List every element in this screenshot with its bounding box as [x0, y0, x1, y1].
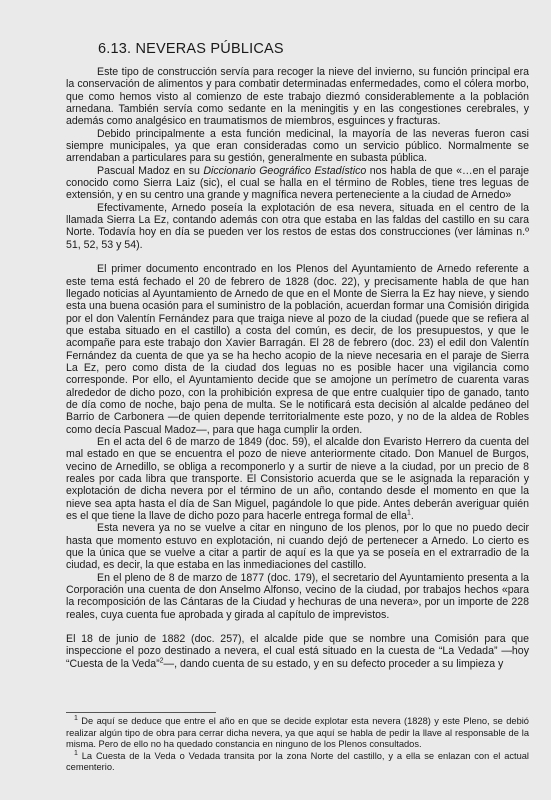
paragraph: Efectivamente, Arnedo poseía la explotación de esa nevera, situada en el centro de la llamada Sierra La Ez, contando además con otra que estaba en las faldas del castillo en su cara Norte. Todavía hoy en día se pueden ver los restos de estas dos construcciones (ver láminas n.º 51, 52, 53 y 54). [66, 201, 529, 251]
footnote-divider [66, 712, 216, 713]
footnote-mark: 1 [74, 749, 78, 757]
book-title: Diccionario Geográfico Estadístico [203, 164, 367, 177]
paragraph: Pascual Madoz en su Diccionario Geográfico Estadístico nos habla de que «…en el paraje conocido como Sierra Laiz (sic), el cual se halla en el término de Robles, tiene tres leguas de extensión, y en su centro una grande y magnífica nevera perteneciente a la ciudad de Arnedo» [66, 164, 529, 202]
paragraph: El primer documento encontrado en los Plenos del Ayuntamiento de Arnedo referente a este tema está fechado el 20 de febrero de 1828 (doc. 22), y precisamente habla de que han llegado noticias al Ayuntamiento de Arnedo de que en el Monte de Sierra la Ez hay nieve, y siendo esta una buena ocasión para el suministro de la población, acuerdan formar una Comisión dirigida por el don Valentín Fernández para que traiga nieve al pozo de la ciudad (puede que se refiera al que estaba situado en el castillo) a costa del común, es decir, de los presupuestos, y que le acompañe para este trabajo don Xavier Barragán. El 28 de febrero (doc. 23) el edil don Valentín Fernández da cuenta de que ya se ha hecho acopio de la nieve necesaria en el paraje de Sierra La Ez, pero como dista de la ciudad dos leguas no es posible hacer una vigilancia como corresponde. Por ello, el Ayuntamiento decide que se amojone un perímetro de cuarenta varas alrededor de dicho pozo, con la prohibición expresa de que entre cualquier tipo de ganado, tanto de día como de noche, bajo pena de multa. Se le notificará esta decisión al alcalde pedáneo del Barrio de Carbonera —de quien depende territorialmente este pozo, y no de la aldea de Robles como decía Pascual Madoz—, para que haga cumplir la orden. [66, 263, 529, 436]
paragraph: El 18 de junio de 1882 (doc. 257), el alcalde pide que se nombre una Comisión para que inspeccione el pozo destinado a nevera, el cual está situado en la cuesta de “La Vedada” —hoy “Cuesta de la Veda”$^2$—, dando cuenta de su estado, y en su defecto proceder a su limpieza y [66, 633, 529, 670]
footnote: $^1$ La Cuesta de la Veda o Vedada transita por la zona Norte del castillo, y a ella se enlazan con el actual cementerio. [66, 749, 529, 773]
paragraph: Esta nevera ya no se vuelve a citar en ninguno de los plenos, por lo que no puedo decir hasta que momento estuvo en explotación, ni cuando dejó de pertenecer a Arnedo. Lo cierto es que la única que se vuelve a citar a partir de aquí es la que ya se poseía en el extrarradio de la ciudad, es decir, la que estaba en las inmediaciones del castillo. [66, 522, 529, 572]
paragraph: Este tipo de construcción servía para recoger la nieve del invierno, su función principal era la conservación de alimentos y para combatir determinadas enfermedades, como el cólera morbo, que como hemos visto al comienzo de este trabajo diezmó considerablemente a la población arnedana. También servía como sedante en la meningitis y en las congestiones cerebrales, y además como analgésico en traumatismos de miembros, esguinces y fracturas. [66, 66, 529, 128]
footnote-mark: 1 [74, 714, 78, 722]
footnote-ref: 2 [159, 657, 164, 665]
paragraph: En el acta del 6 de marzo de 1849 (doc. 59), el alcalde don Evaristo Herrero da cuenta del mal estado en que se encuentra el pozo de nieve anteriormente citado. Don Manuel de Burgos, vecino de Arnedillo, se obliga a recomponerlo y a surtir de nieve a la ciudad, por un precio de 8 reales por cada libra que transporte. El Consistorio acuerda que se le asignada la reparación y explotación de dicha nevera por el término de un año, contando desde el momento en que la nieve sea apta hasta el día de San Miguel, pagándole lo que pide. Antes deberán averiguar quién es el que tiene la llave de dicho pozo para hacerle entrega formal de ella$^1$. [66, 435, 529, 523]
body-text [66, 66, 529, 670]
section-title: 6.13. NEVERAS PÚBLICAS [98, 41, 284, 57]
paragraph: Debido principalmente a esta función medicinal, la mayoría de las neveras fueron casi siempre municipales, ya que eran consideradas como un servicio público. Normalmente se arrendaban a particulares para su gestión, generalmente en subasta pública. [66, 127, 529, 165]
footnotes [66, 712, 529, 774]
footnote-ref: 1 [407, 509, 411, 517]
paragraph: En el pleno de 8 de marzo de 1877 (doc. 179), el secretario del Ayuntamiento presenta a la Corporación una cuenta de don Anselmo Alfonso, vecino de la ciudad, por trabajos hechos «para la recomposición de las Cántaras de la Ciudad y hechuras de una nevera», por un importe de 228 reales, cuya cuenta fue aprobada y girada al capítulo de imprevistos. [66, 571, 529, 621]
footnote: $^1$ De aquí se deduce que entre el año en que se decide explotar esta nevera (1828) y este Pleno, se debió realizar algún tipo de obra para cerrar dicha nevera, ya que aquí se habla de pedir la llave al responsable de la misma. Pero de ello no ha quedado constancia en ninguno de los Plenos consultados. [66, 714, 529, 750]
